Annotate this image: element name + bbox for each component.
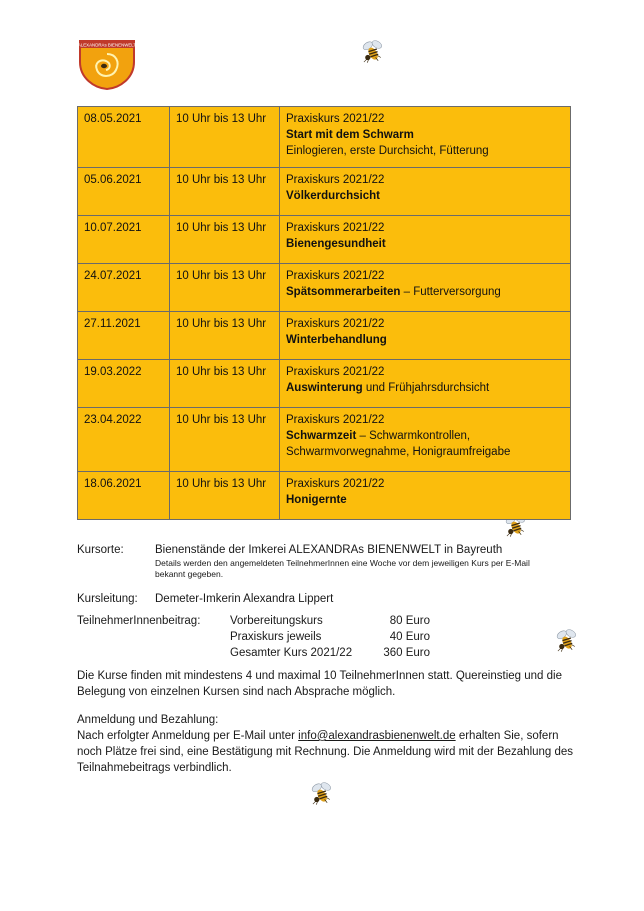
kursleitung-value: Demeter-Imkerin Alexandra Lippert	[155, 593, 334, 605]
time-cell: 10 Uhr bis 13 Uhr	[170, 312, 280, 360]
course-name: Praxiskurs 2021/22	[286, 318, 385, 330]
fee-item-price: 360 Euro	[383, 647, 430, 659]
course-topic: Bienengesundheit	[286, 238, 386, 250]
kursleitung-label: Kursleitung:	[77, 593, 138, 605]
bee-icon	[554, 627, 580, 653]
course-topic: Start mit dem Schwarm	[286, 129, 414, 141]
date-cell: 24.07.2021	[78, 264, 170, 312]
logo-text: ALEXANDRAs BIENENWELT	[77, 42, 137, 48]
bee-icon	[309, 780, 335, 806]
table-row	[78, 168, 571, 216]
fee-item-price: 40 Euro	[389, 631, 430, 643]
course-name: Praxiskurs 2021/22	[286, 478, 385, 490]
course-topic: Auswinterung	[286, 382, 363, 394]
time-cell: 10 Uhr bis 13 Uhr	[170, 216, 280, 264]
kursorte-note: Details werden den angemeldeten TeilnehmerInnen eine Woche vor dem jeweiligen Kurs per E-Mail bekannt gegeben.	[155, 558, 530, 579]
date-cell: 27.11.2021	[78, 312, 170, 360]
course-detail: und Frühjahrsdurchsicht	[362, 382, 490, 394]
time-cell: 10 Uhr bis 13 Uhr	[170, 360, 280, 408]
course-detail: – Schwarmkontrollen, Schwarmvorwegnahme, Honigraumfreigabe	[286, 430, 511, 458]
course-topic: Winterbehandlung	[286, 334, 387, 346]
date-cell: 19.03.2022	[78, 360, 170, 408]
company-logo	[76, 38, 138, 90]
time-cell: 10 Uhr bis 13 Uhr	[170, 472, 280, 520]
registration-paragraph	[77, 728, 577, 776]
table-row	[78, 312, 571, 360]
time-cell: 10 Uhr bis 13 Uhr	[170, 264, 280, 312]
table-row	[78, 107, 571, 168]
course-name: Praxiskurs 2021/22	[286, 174, 385, 186]
fee-item-name: Gesamter Kurs 2021/22	[230, 647, 353, 659]
fee-item-price: 80 Euro	[389, 615, 430, 627]
registration-text-after: erhalten Sie, sofern noch Plätze frei sind, eine Bestätigung mit Rechnung. Die Anmeldung wird mit der Bezahlung des Teilnahmebeitrags verbindlich.	[77, 730, 574, 774]
time-cell: 10 Uhr bis 13 Uhr	[170, 408, 280, 472]
time-cell: 10 Uhr bis 13 Uhr	[170, 168, 280, 216]
course-name: Praxiskurs 2021/22	[286, 222, 385, 234]
bee-icon	[360, 38, 386, 64]
kursorte-label: Kursorte:	[77, 544, 124, 556]
course-cell	[280, 360, 571, 408]
course-name: Praxiskurs 2021/22	[286, 366, 385, 378]
table-row	[78, 472, 571, 520]
time-cell: 10 Uhr bis 13 Uhr	[170, 107, 280, 168]
course-schedule-table	[77, 106, 571, 520]
course-cell	[280, 408, 571, 472]
course-cell	[280, 264, 571, 312]
course-cell	[280, 107, 571, 168]
table-row	[78, 360, 571, 408]
course-cell	[280, 216, 571, 264]
registration-text-before: Nach erfolgter Anmeldung per E-Mail unter	[77, 730, 299, 742]
date-cell: 08.05.2021	[78, 107, 170, 168]
fee-item-name: Praxiskurs jeweils	[230, 631, 322, 643]
course-cell	[280, 312, 571, 360]
table-row	[78, 216, 571, 264]
registration-heading: Anmeldung und Bezahlung:	[77, 714, 219, 726]
course-topic: Honigernte	[286, 494, 347, 506]
email-link[interactable]: info@alexandrasbienenwelt.de	[298, 730, 456, 742]
table-row	[78, 408, 571, 472]
course-cell	[280, 472, 571, 520]
kursorte-value: Bienenstände der Imkerei ALEXANDRAs BIENENWELT in Bayreuth	[155, 544, 503, 556]
info-paragraph: Die Kurse finden mit mindestens 4 und maximal 10 TeilnehmerInnen statt. Quereinstieg und die Belegung von einzelnen Kursen sind nach Absprache möglich.	[77, 670, 562, 698]
course-topic: Völkerdurchsicht	[286, 190, 380, 202]
date-cell: 18.06.2021	[78, 472, 170, 520]
date-cell: 10.07.2021	[78, 216, 170, 264]
course-name: Praxiskurs 2021/22	[286, 270, 385, 282]
course-detail: Einlogieren, erste Durchsicht, Fütterung	[286, 145, 489, 157]
date-cell: 05.06.2021	[78, 168, 170, 216]
course-name: Praxiskurs 2021/22	[286, 113, 385, 125]
course-detail: – Futterversorgung	[400, 286, 501, 298]
fees-label: TeilnehmerInnenbeitrag:	[77, 615, 201, 627]
course-cell	[280, 168, 571, 216]
course-topic: Schwarmzeit	[286, 430, 357, 442]
date-cell: 23.04.2022	[78, 408, 170, 472]
course-topic: Spätsommerarbeiten	[286, 286, 401, 298]
fee-item-name: Vorbereitungskurs	[230, 615, 323, 627]
table-row	[78, 264, 571, 312]
course-name: Praxiskurs 2021/22	[286, 414, 385, 426]
